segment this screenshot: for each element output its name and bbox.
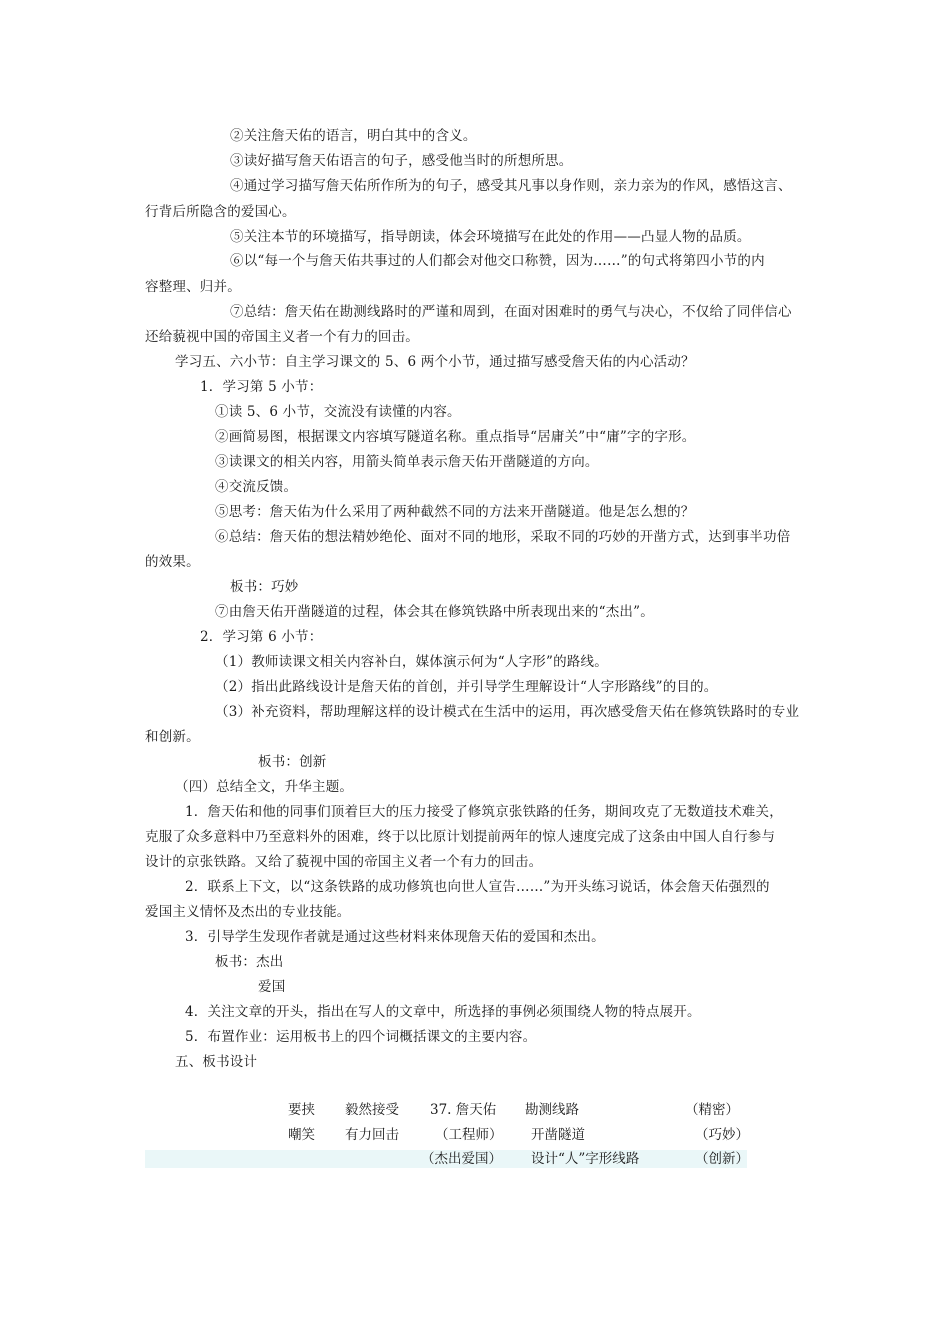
- text-line: 3．引导学生发现作者就是通过这些材料来体现詹天佑的爱国和杰出。: [185, 929, 605, 945]
- board-cell: 设计“人”字形线路: [531, 1151, 640, 1167]
- board-cell: 毅然接受: [345, 1102, 399, 1118]
- section-heading: 学习五、六小节：自主学习课文的 5、6 两个小节，通过描写感受詹天佑的内心活动？: [175, 354, 695, 370]
- text-line: 5．布置作业：运用板书上的四个词概括课文的主要内容。: [185, 1029, 537, 1045]
- text-line: ⑤关注本节的环境描写，指导朗读，体会环境描写在此处的作用——凸显人物的品质。: [230, 229, 751, 245]
- board-cell: （工程师）: [435, 1127, 503, 1143]
- text-line: 4．关注文章的开头，指出在写人的文章中，所选择的事例必须围绕人物的特点展开。: [185, 1004, 701, 1020]
- subsection-heading: 1．学习第 5 小节：: [200, 379, 323, 395]
- board-row: [145, 1101, 747, 1119]
- board-row: [145, 1126, 747, 1144]
- board-cell: 开凿隧道: [531, 1127, 585, 1143]
- text-line: ⑥总结：詹天佑的想法精妙绝伦、面对不同的地形，采取不同的巧妙的开凿方式，达到事半功倍: [215, 529, 791, 545]
- text-line: 和创新。: [145, 729, 200, 745]
- text-line: 克服了众多意料中乃至意料外的困难，终于以比原计划提前两年的惊人速度完成了这条由中国人自行参与: [145, 829, 776, 845]
- board-cell: 37. 詹天佑: [430, 1102, 497, 1118]
- board-note: 板书：创新: [258, 754, 327, 770]
- board-row-highlighted: [145, 1150, 747, 1168]
- text-line: 设计的京张铁路。又给了藐视中国的帝国主义者一个有力的回击。: [145, 854, 543, 870]
- text-line: 的效果。: [145, 554, 200, 570]
- board-note: 板书：巧妙: [230, 579, 299, 595]
- text-line: ④通过学习描写詹天佑所作所为的句子，感受其凡事以身作则，亲力亲为的作风，感悟这言、: [230, 178, 792, 194]
- section-heading: （四）总结全文，升华主题。: [175, 779, 354, 795]
- board-note: 爱国: [258, 979, 286, 995]
- text-line: ③读课文的相关内容，用箭头简单表示詹天佑开凿隧道的方向。: [215, 454, 599, 470]
- text-line: 容整理、归并。: [145, 279, 241, 295]
- board-cell: 有力回击: [345, 1127, 399, 1143]
- board-cell: 要挟: [288, 1102, 315, 1118]
- text-line: 1．詹天佑和他的同事们顶着巨大的压力接受了修筑京张铁路的任务，期间攻克了无数道技术难关，: [185, 804, 783, 820]
- section-heading: 五、板书设计: [175, 1054, 258, 1070]
- board-cell: （杰出爱国）: [421, 1151, 502, 1167]
- text-line: （1）教师读课文相关内容补白，媒体演示何为“人字形”的路线。: [215, 654, 608, 670]
- board-cell: 勘测线路: [525, 1102, 579, 1118]
- text-line: ②关注詹天佑的语言，明白其中的含义。: [230, 128, 477, 144]
- text-line: ⑦总结：詹天佑在勘测线路时的严谨和周到，在面对困难时的勇气与决心，不仅给了同伴信心: [230, 304, 792, 320]
- board-cell: （精密）: [685, 1102, 739, 1118]
- text-line: ②画简易图，根据课文内容填写隧道名称。重点指导“居庸关”中“庸”字的字形。: [215, 429, 696, 445]
- text-line: ⑦由詹天佑开凿隧道的过程，体会其在修筑铁路中所表现出来的“杰出”。: [215, 604, 654, 620]
- text-line: （3）补充资料，帮助理解这样的设计模式在生活中的运用，再次感受詹天佑在修筑铁路时的专业: [215, 704, 800, 720]
- text-line: ④交流反馈。: [215, 479, 298, 495]
- text-line: ③读好描写詹天佑语言的句子，感受他当时的所想所思。: [230, 153, 573, 169]
- text-line: （2）指出此路线设计是詹天佑的首创，并引导学生理解设计“人字形路线”的目的。: [215, 679, 718, 695]
- text-line: 行背后所隐含的爱国心。: [145, 204, 296, 220]
- text-line: 还给藐视中国的帝国主义者一个有力的回击。: [145, 329, 419, 345]
- text-line: 爱国主义情怀及杰出的专业技能。: [145, 904, 351, 920]
- text-line: ⑥以“每一个与詹天佑共事过的人们都会对他交口称赞，因为……”的句式将第四小节的内: [230, 253, 765, 269]
- text-line: ①读 5、6 小节，交流没有读懂的内容。: [215, 404, 461, 420]
- board-cell: （创新）: [695, 1151, 749, 1167]
- board-cell: （巧妙）: [695, 1127, 749, 1143]
- subsection-heading: 2．学习第 6 小节：: [200, 629, 323, 645]
- board-note: 板书：杰出: [215, 954, 284, 970]
- board-cell: 嘲笑: [288, 1127, 315, 1143]
- text-line: ⑤思考：詹天佑为什么采用了两种截然不同的方法来开凿隧道。他是怎么想的？: [215, 504, 695, 520]
- text-line: 2．联系上下文，以“这条铁路的成功修筑也向世人宣告……”为开头练习说话，体会詹天佑强烈的: [185, 879, 770, 895]
